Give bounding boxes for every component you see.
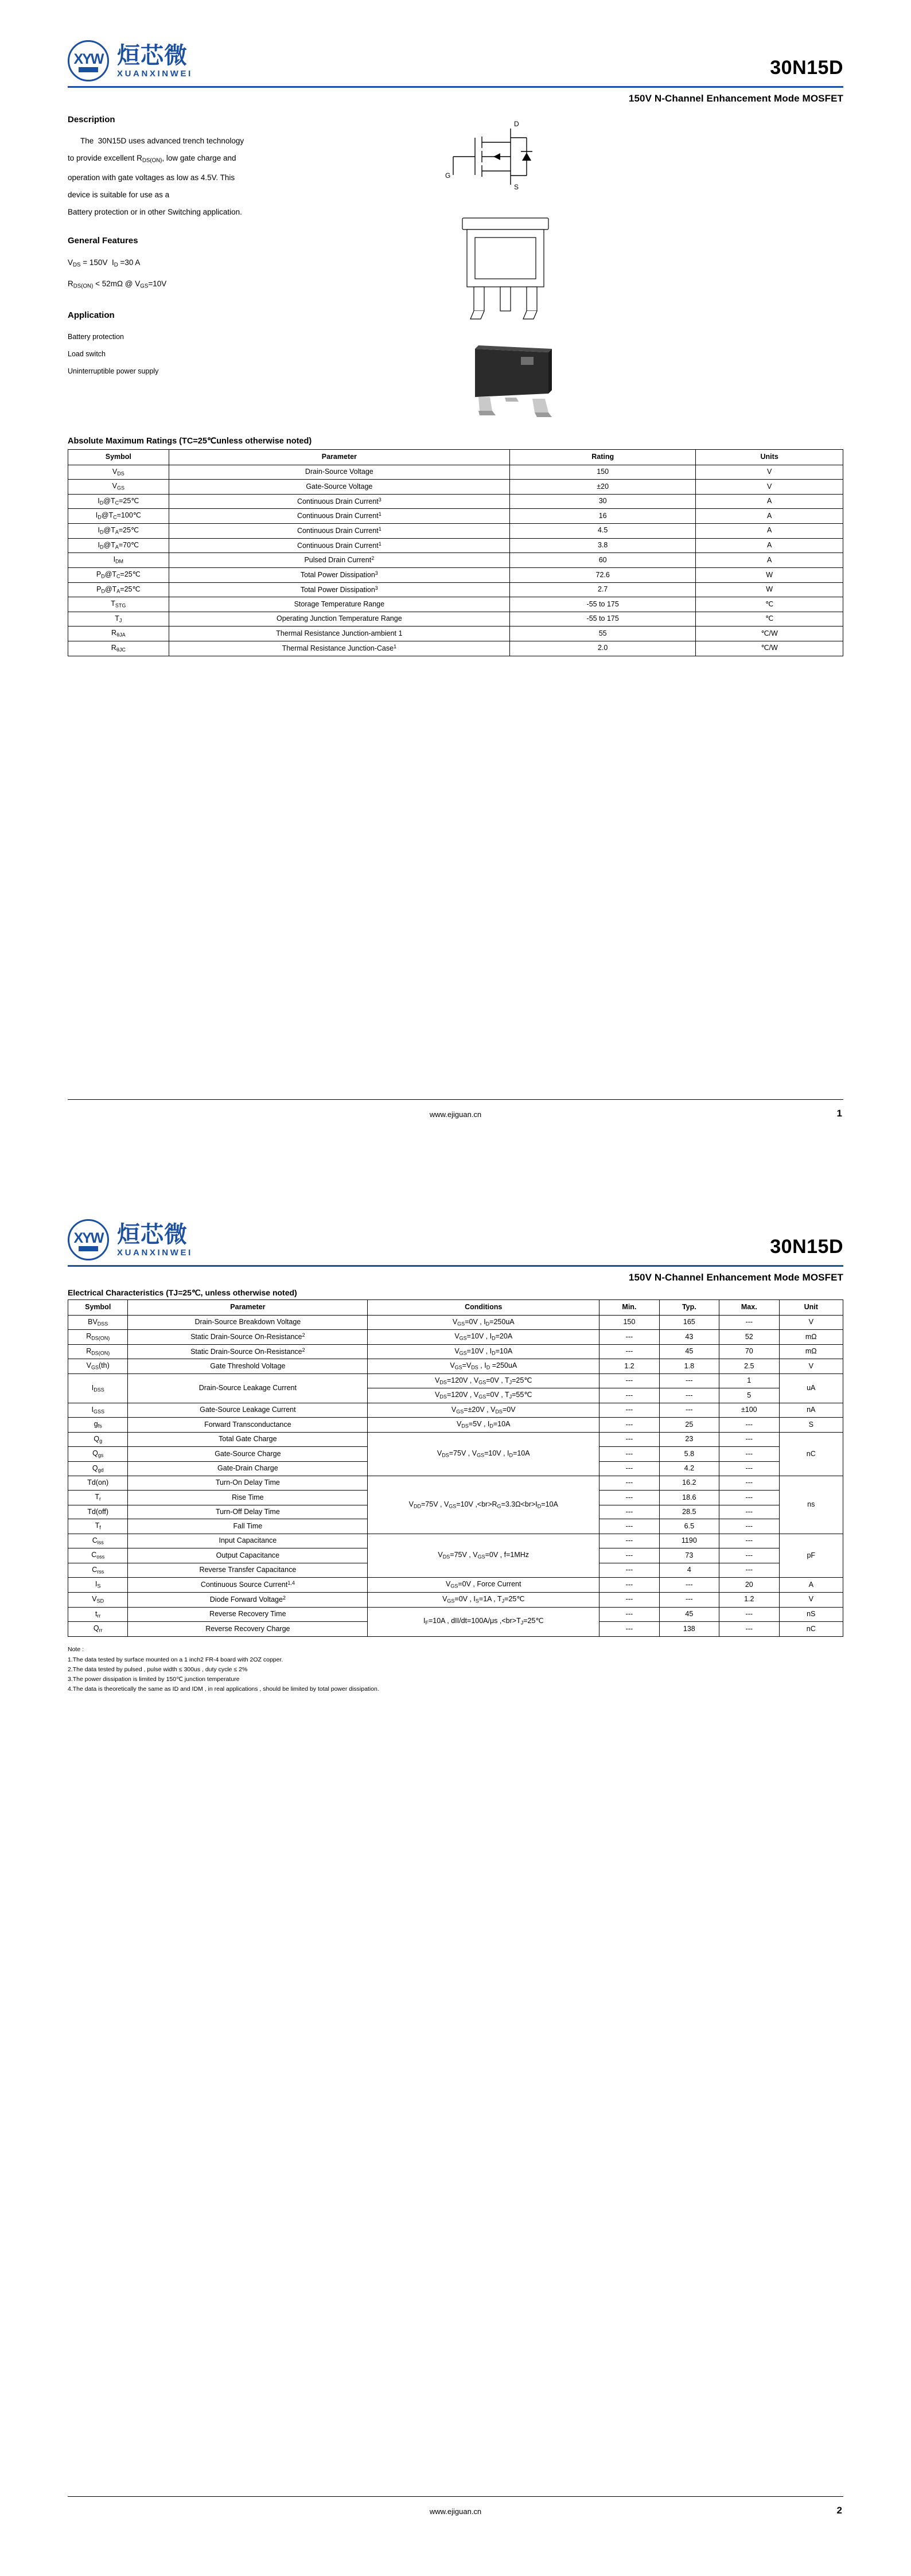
cell-conditions: $V_{GS}=0V$ , $I_S=1A$ , $T_J=25℃$ [368,1592,599,1607]
absolute-maximum-ratings-table [68,449,843,656]
column-header-typ: Typ. [659,1300,719,1316]
document-subtitle: 150V N-Channel Enhancement Mode MOSFET [628,1272,843,1283]
table-row [68,480,843,495]
logo-chinese-name: 烜芯微 [117,42,188,68]
cell-max: --- [719,1505,779,1519]
cell-max: --- [719,1534,779,1548]
cell-max: 20 [719,1578,779,1593]
table-row [68,1418,843,1433]
document-header [68,0,843,81]
cell-typ: 5.8 [659,1447,719,1462]
document-header [68,1179,843,1260]
cell-conditions: $V_{DS}=120V$ , $V_{GS}=0V$ , $T_J=55℃$ [368,1388,599,1403]
cell-parameter: Storage Temperature Range [169,597,509,612]
cell-units: A [696,523,843,538]
cell-symbol: $C_{iss}$ [68,1534,128,1548]
table-row [68,641,843,656]
cell-parameter: Gate-Source Charge [128,1447,368,1462]
table-row [68,1373,843,1388]
cell-min: --- [599,1548,659,1563]
cell-symbol: $T_J$ [68,612,169,627]
cell-parameter: Reverse Recovery Time [128,1607,368,1622]
table-row [68,465,843,480]
cell-min: --- [599,1563,659,1578]
cell-parameter: Thermal Resistance Junction-ambient 1 [169,627,509,641]
cell-symbol: $T_r$ [68,1491,128,1505]
logo-mark-text: XYW [73,1229,103,1246]
document-subtitle: 150V N-Channel Enhancement Mode MOSFET [628,93,843,104]
cell-parameter: Output Capacitance [128,1548,368,1563]
logo-mark-text: XYW [73,50,103,67]
cell-typ: 45 [659,1607,719,1622]
application-item: Uninterruptible power supply [68,367,159,376]
cell-units: ℃/W [696,627,843,641]
cell-typ: 45 [659,1344,719,1359]
cell-parameter: Continuous Drain Current$^3$ [169,494,509,509]
cell-max: --- [719,1607,779,1622]
abs-max-title: Absolute Maximum Ratings (TC=25℃unless otherwise noted) [68,437,312,446]
column-header-symbol: Symbol [68,450,169,465]
cell-symbol: $t_{rr}$ [68,1607,128,1622]
package-photo [452,344,843,422]
cell-max: --- [719,1447,779,1462]
cell-max: --- [719,1476,779,1491]
cell-conditions: $V_{DS}=75V$ , $V_{GS}=10V$ , $I_D=10A$ [368,1432,599,1476]
cell-typ: 165 [659,1315,719,1330]
cell-symbol: $Q_{rr}$ [68,1622,128,1637]
cell-parameter: Input Capacitance [128,1534,368,1548]
cell-typ: 4 [659,1563,719,1578]
cell-units: V [696,465,843,480]
cell-symbol: $I_D@T_A=25℃$ [68,523,169,538]
cell-symbol: $V_{GS}$ [68,480,169,495]
cell-symbol: Td(off) [68,1505,128,1519]
table-row [68,1476,843,1491]
cell-units: A [696,509,843,524]
column-header-units: Units [696,450,843,465]
cell-symbol: $I_S$ [68,1578,128,1593]
table-row [68,1432,843,1447]
cell-unit: V [779,1315,843,1330]
cell-units: ℃/W [696,641,843,656]
cell-parameter: Reverse Recovery Charge [128,1622,368,1637]
cell-unit: nC [779,1432,843,1476]
cell-rating: -55 to 175 [510,597,696,612]
cell-parameter: Continuous Drain Current$^1$ [169,523,509,538]
table-row [68,509,843,524]
cell-symbol: $Q_{gd}$ [68,1461,128,1476]
logo-chinese-name: 烜芯微 [117,1221,188,1247]
part-number: 30N15D [770,57,843,79]
cell-typ: --- [659,1373,719,1388]
table-row [68,1403,843,1418]
cell-min: --- [599,1432,659,1447]
cell-symbol: $I_{DM}$ [68,553,169,568]
cell-typ: 138 [659,1622,719,1637]
feature-line: $V_{DS} = 150V$ $I_D =30$ A [68,258,141,269]
electrical-characteristics-table [68,1299,843,1637]
cell-parameter: Gate-Drain Charge [128,1461,368,1476]
cell-parameter: Forward Transconductance [128,1418,368,1433]
cell-min: --- [599,1592,659,1607]
cell-parameter: Drain-Source Breakdown Voltage [128,1315,368,1330]
cell-min: 150 [599,1315,659,1330]
cell-parameter: Static Drain-Source On-Resistance$^2$ [128,1344,368,1359]
note-item: 3.The power dissipation is limited by 150℃ junction temperature [68,1675,240,1683]
cell-conditions: $V_{GS}=0V$ , $I_D=250uA$ [368,1315,599,1330]
table-row [68,627,843,641]
column-header-unit: Unit [779,1300,843,1316]
page1-left-column [68,115,389,422]
cell-unit: V [779,1592,843,1607]
symbol-label-source: S [514,183,519,191]
cell-conditions: $V_{GS}=\pm 20V$ , $V_{DS}=0V$ [368,1403,599,1418]
cell-units: V [696,480,843,495]
cell-typ: 73 [659,1548,719,1563]
cell-units: A [696,494,843,509]
cell-rating: 2.7 [510,582,696,597]
cell-units: ℃ [696,612,843,627]
table-row [68,553,843,568]
cell-max: --- [719,1563,779,1578]
cell-symbol: $g_{fs}$ [68,1418,128,1433]
header-divider [68,1265,843,1267]
cell-max: --- [719,1418,779,1433]
cell-conditions: $V_{DS}=5V$ , $I_D=10A$ [368,1418,599,1433]
cell-min: --- [599,1330,659,1345]
cell-rating: -55 to 175 [510,612,696,627]
cell-min: --- [599,1505,659,1519]
description-line: The 30N15D uses advanced trench technology [80,137,244,145]
cell-parameter: Continuous Drain Current$^1$ [169,509,509,524]
page2-footer [68,2496,843,2516]
cell-symbol: $I_D@T_A=70℃$ [68,538,169,553]
cell-parameter: Total Power Dissipation$^3$ [169,567,509,582]
cell-rating: 4.5 [510,523,696,538]
cell-min: --- [599,1461,659,1476]
application-item: Load switch [68,350,106,359]
cell-symbol: $I_{DSS}$ [68,1373,128,1403]
application-item: Battery protection [68,333,124,341]
description-line: to provide excellent $R_{DS(ON)}$, low gate charge and [68,154,236,164]
cell-unit: nC [779,1622,843,1637]
cell-symbol: $I_{GSS}$ [68,1403,128,1418]
table-row [68,1315,843,1330]
cell-max: 5 [719,1388,779,1403]
cell-parameter: Continuous Drain Current$^1$ [169,538,509,553]
cell-parameter: Gate Threshold Voltage [128,1359,368,1374]
cell-symbol: $R_{\theta JC}$ [68,641,169,656]
cell-typ: --- [659,1578,719,1593]
cell-rating: 150 [510,465,696,480]
cell-typ: 25 [659,1418,719,1433]
cell-conditions: $V_{GS}=10V$ , $I_D=10A$ [368,1344,599,1359]
note-item: 4.The data is theoretically the same as ID and IDM , in real applications , should be limited by total power dissipation. [68,1685,379,1692]
mosfet-symbol-icon [441,120,573,198]
table-row [68,523,843,538]
cell-max: --- [719,1519,779,1534]
cell-typ: 18.6 [659,1491,719,1505]
page-number: 2 [836,2505,842,2516]
table-row [68,567,843,582]
cell-typ: 16.2 [659,1476,719,1491]
cell-parameter: Drain-Source Voltage [169,465,509,480]
cell-min: --- [599,1534,659,1548]
cell-min: --- [599,1519,659,1534]
cell-symbol: $R_{DS(ON)}$ [68,1330,128,1345]
cell-max: 52 [719,1330,779,1345]
cell-unit: pF [779,1534,843,1578]
package-outline-drawing [445,212,843,327]
cell-unit: nS [779,1607,843,1622]
table-row [68,1592,843,1607]
features-title: General Features [68,236,138,246]
cell-symbol: $C_{oss}$ [68,1548,128,1563]
cell-unit: V [779,1359,843,1374]
description-line: Battery protection or in other Switching application. [68,208,242,217]
electrical-characteristics-title: Electrical Characteristics (TJ=25℃, unless otherwise noted) [68,1288,297,1297]
cell-typ: 1190 [659,1534,719,1548]
cell-unit: ns [779,1476,843,1534]
cell-conditions: $V_{DD}=75V$ , $V_{GS}=10V$ $,<br>R_G=3.3\Omega<br>I_D=10A$ [368,1476,599,1534]
cell-conditions: $V_{DS}=120V$ , $V_{GS}=0V$ , $T_J=25℃$ [368,1373,599,1388]
cell-max: 70 [719,1344,779,1359]
application-title: Application [68,310,115,321]
cell-typ: 4.2 [659,1461,719,1476]
description-line: device is suitable for use as a [68,190,170,200]
cell-min: --- [599,1622,659,1637]
cell-symbol: Td(on) [68,1476,128,1491]
logo-english-name: XUANXINWEI [117,68,193,79]
cell-typ: 1.8 [659,1359,719,1374]
column-header-symbol: Symbol [68,1300,128,1316]
note-item: 2.The data tested by pulsed , pulse width ≤ 300us , duty cycle ≤ 2% [68,1666,248,1673]
cell-typ: 23 [659,1432,719,1447]
cell-rating: ±20 [510,480,696,495]
cell-typ: --- [659,1403,719,1418]
table-row [68,1330,843,1345]
cell-rating: 3.8 [510,538,696,553]
page1-footer [68,1099,843,1119]
cell-max: 2.5 [719,1359,779,1374]
page-number: 1 [836,1108,842,1119]
notes-block [68,1645,843,1694]
table-row [68,1607,843,1622]
notes-title: Note : [68,1645,84,1653]
symbol-label-gate: G [445,172,451,180]
footer-website[interactable]: www.ejiguan.cn [429,1110,482,1119]
cell-min: --- [599,1447,659,1462]
cell-parameter: Fall Time [128,1519,368,1534]
cell-typ: 28.5 [659,1505,719,1519]
cell-units: W [696,567,843,582]
cell-parameter: Gate-Source Voltage [169,480,509,495]
column-header-parameter: Parameter [169,450,509,465]
cell-unit: uA [779,1373,843,1403]
footer-divider [68,1099,843,1100]
symbol-label-drain: D [514,120,519,128]
cell-units: W [696,582,843,597]
cell-parameter: Reverse Transfer Capacitance [128,1563,368,1578]
description-title: Description [68,115,115,124]
table-row [68,1578,843,1593]
cell-typ: 43 [659,1330,719,1345]
cell-rating: 72.6 [510,567,696,582]
table-header-row [68,450,843,465]
cell-typ: --- [659,1388,719,1403]
logo-english-name: XUANXINWEI [117,1247,193,1258]
note-item: 1.The data tested by surface mounted on a 1 inch2 FR-4 board with 2OZ copper. [68,1656,283,1663]
cell-rating: 16 [510,509,696,524]
cell-symbol: $BV_{DSS}$ [68,1315,128,1330]
table-row [68,597,843,612]
cell-unit: S [779,1418,843,1433]
cell-unit: mΩ [779,1330,843,1345]
cell-symbol: $V_{GS}(th)$ [68,1359,128,1374]
page-2 [0,1179,911,2576]
page1-body [68,115,843,422]
description-line: operation with gate voltages as low as 4.5V. This [68,173,235,182]
cell-parameter: Static Drain-Source On-Resistance$^2$ [128,1330,368,1345]
cell-min: --- [599,1388,659,1403]
cell-min: --- [599,1607,659,1622]
logo-text [117,1223,193,1258]
cell-parameter: Thermal Resistance Junction-Case$^1$ [169,641,509,656]
column-header-parameter: Parameter [128,1300,368,1316]
page-1 [0,0,911,1179]
cell-max: 1 [719,1373,779,1388]
cell-min: --- [599,1476,659,1491]
logo-mark-icon [68,1219,109,1260]
footer-divider [68,2496,843,2497]
cell-rating: 55 [510,627,696,641]
cell-parameter: Operating Junction Temperature Range [169,612,509,627]
table-header-row [68,1300,843,1316]
cell-typ: --- [659,1592,719,1607]
cell-parameter: Turn-Off Delay Time [128,1505,368,1519]
cell-units: ℃ [696,597,843,612]
cell-max: --- [719,1315,779,1330]
cell-max: ±100 [719,1403,779,1418]
cell-parameter: Diode Forward Voltage$^2$ [128,1592,368,1607]
cell-symbol: $R_{\theta JA}$ [68,627,169,641]
logo-mark-bar [79,1246,98,1251]
cell-max: --- [719,1461,779,1476]
table-row [68,612,843,627]
mosfet-symbol-diagram [441,120,613,195]
table-row [68,494,843,509]
cell-max: --- [719,1432,779,1447]
cell-symbol: $T_f$ [68,1519,128,1534]
cell-parameter: Continuous Source Current$^{1,4}$ [128,1578,368,1593]
cell-symbol: $P_D@T_C=25℃$ [68,567,169,582]
table-row [68,1344,843,1359]
cell-min: --- [599,1344,659,1359]
to252-outline-icon [445,212,577,324]
cell-min: 1.2 [599,1359,659,1374]
cell-conditions: $V_{DS}=75V$ , $V_{GS}=0V$ , f=1MHz [368,1534,599,1578]
cell-unit: mΩ [779,1344,843,1359]
table-row [68,538,843,553]
cell-max: 1.2 [719,1592,779,1607]
cell-conditions: $V_{GS}=V_{DS}$ , $I_D =250uA$ [368,1359,599,1374]
cell-min: --- [599,1403,659,1418]
header-divider [68,86,843,88]
column-header-rating: Rating [510,450,696,465]
cell-symbol: $V_{SD}$ [68,1592,128,1607]
cell-parameter: Turn-On Delay Time [128,1476,368,1491]
cell-symbol: $R_{DS(ON)}$ [68,1344,128,1359]
cell-parameter: Total Gate Charge [128,1432,368,1447]
footer-website[interactable]: www.ejiguan.cn [429,2507,482,2516]
cell-max: --- [719,1548,779,1563]
cell-symbol: $I_D@T_C=100℃$ [68,509,169,524]
cell-symbol: $P_D@T_A=25℃$ [68,582,169,597]
cell-rating: 30 [510,494,696,509]
cell-min: --- [599,1418,659,1433]
table-row [68,1359,843,1374]
cell-min: --- [599,1373,659,1388]
cell-symbol: $I_D@T_C=25℃$ [68,494,169,509]
cell-typ: 6.5 [659,1519,719,1534]
cell-conditions: $I_F=10A$ , dII/dt=100A/μs $,<br>T_J=25℃$ [368,1607,599,1636]
company-logo [68,1219,193,1260]
cell-symbol: $V_{DS}$ [68,465,169,480]
table-row [68,582,843,597]
cell-units: A [696,538,843,553]
cell-symbol: $Q_g$ [68,1432,128,1447]
cell-rating: 2.0 [510,641,696,656]
feature-line: $R_{DS(ON)} < 52m\Omega$ @ $V_{GS}=10V$ [68,279,167,290]
cell-min: --- [599,1578,659,1593]
part-number: 30N15D [770,1236,843,1258]
cell-symbol: $C_{rss}$ [68,1563,128,1578]
column-header-min: Min. [599,1300,659,1316]
page1-right-column [389,115,843,422]
cell-min: --- [599,1491,659,1505]
cell-parameter: Drain-Source Leakage Current [128,1373,368,1403]
cell-unit: A [779,1578,843,1593]
cell-parameter: Rise Time [128,1491,368,1505]
logo-text [117,44,193,79]
cell-parameter: Total Power Dissipation$^3$ [169,582,509,597]
cell-parameter: Pulsed Drain Current$^2$ [169,553,509,568]
table-row [68,1534,843,1548]
cell-max: --- [719,1491,779,1505]
cell-conditions: $V_{GS}=10V$ , $I_D=20A$ [368,1330,599,1345]
cell-unit: nA [779,1403,843,1418]
column-header-conditions: Conditions [368,1300,599,1316]
cell-units: A [696,553,843,568]
column-header-max: Max. [719,1300,779,1316]
company-logo [68,40,193,81]
logo-mark-bar [79,67,98,72]
logo-mark-icon [68,40,109,81]
cell-rating: 60 [510,553,696,568]
cell-symbol: $T_{STG}$ [68,597,169,612]
cell-conditions: $V_{GS}=0V$ , Force Current [368,1578,599,1593]
cell-symbol: $Q_{gs}$ [68,1447,128,1462]
to252-photo-icon [452,344,578,419]
cell-parameter: Gate-Source Leakage Current [128,1403,368,1418]
cell-max: --- [719,1622,779,1637]
